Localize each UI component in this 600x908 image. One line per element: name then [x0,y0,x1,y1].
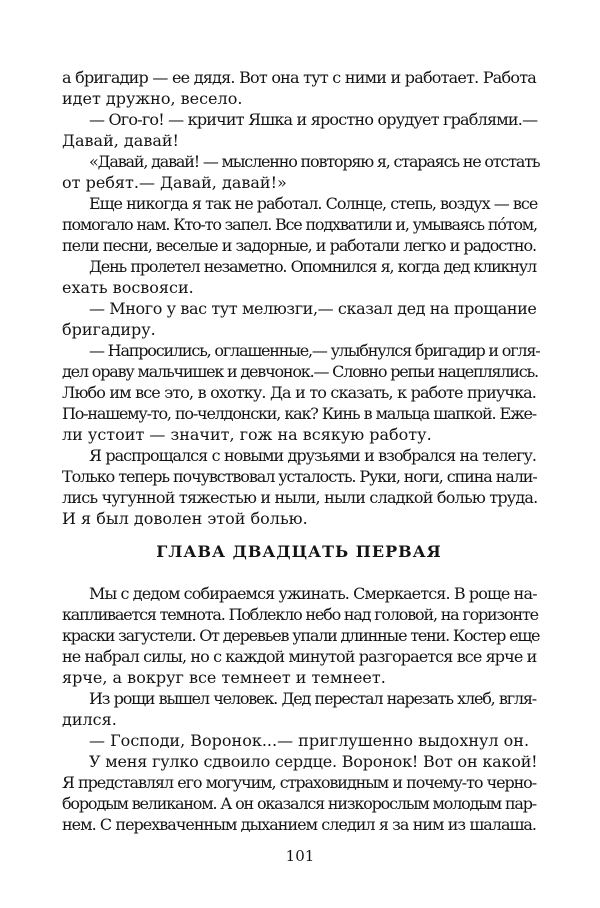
text-line: лись чугунной тяжестью и ныли, ныли сладкой болью труда. [62,488,538,507]
page-number: 101 [285,847,315,865]
text-line: Я представлял его могучим, страховидным и почему-то черно- [62,773,536,792]
text-line: не набрал силы, но с каждой минутой разгорается все ярче и [62,647,537,666]
text-line: ярче, а вокруг все темнеет и темнеет. [62,668,386,687]
text-line: краски загустели. От деревьев упали длинные тени. Костер еще [62,626,540,645]
text-line: Я распрощался с новыми друзьями и взобрался на телегу. [89,446,536,465]
text-line: Только теперь почувствовал усталость. Руки, ноги, спина нали- [62,467,537,486]
text-line: бородым великаном. А он оказался низкорослым молодым пар- [62,794,536,813]
text-line: ехать восвояси. [62,278,194,297]
text-line: — Господи, Воронок...— приглушенно выдохнул он. [89,731,530,750]
text-line: Давай, давай! [62,131,179,150]
text-line: идет дружно, весело. [62,89,243,108]
text-line: нем. С перехваченным дыханием следил я за ним из шалаша. [62,815,536,834]
chapter-title: ГЛАВА ДВАДЦАТЬ ПЕРВАЯ [156,542,442,561]
text-line: «Давай, давай! — мысленно повторяю я, стараясь не отстать [89,152,540,171]
text-line: Любо им все это, в охотку. Да и то сказать, к работе приучка. [62,383,536,402]
text-line: от ребят.— Давай, давай!» [62,173,287,192]
text-line: По-нашему-то, по-челдонски, как? Кинь в мальца шапкой. Еже- [62,404,536,423]
text-line: Мы с дедом собираемся ужинать. Смеркается. В роще на- [89,584,537,603]
text-line: Из рощи вышел человек. Дед перестал нарезать хлеб, вгля- [89,689,536,708]
text-line: бригадиру. [62,320,156,339]
text-line: дился. [62,710,117,729]
text-line: — Много у вас тут мелюзги,— сказал дед на прощание [89,299,537,318]
text-line: День пролетел незаметно. Опомнился я, когда дед кликнул [89,257,536,276]
text-line: Еще никогда я так не работал. Солнце, степь, воздух — все [89,194,538,213]
text-line: И я был доволен этой болью. [62,509,308,528]
text-line: помогало нам. Кто-то запел. Все подхватили и, умываясь пóтом, [62,215,537,234]
text-line: дел ораву мальчишек и девчонок.— Словно репьи нацеплялись. [62,362,538,381]
text-line: ли устоит — значит, гож на всякую работу. [62,425,432,444]
text-line: а бригадир — ее дядя. Вот она тут с ними и работает. Работа [62,68,536,87]
text-line: пели песни, веселые и задорные, и работали легко и радостно. [62,236,536,255]
text-line: — Ого-го! — кричит Яшка и яростно орудует граблями.— [89,110,538,129]
text-line: У меня гулко сдвоило сердце. Воронок! Вот он какой! [89,752,538,771]
text-line: капливается темнота. Поблекло небо над головой, на горизонте [62,605,538,624]
text-line: — Напросились, оглашенные,— улыбнулся бригадир и огля- [89,341,540,360]
